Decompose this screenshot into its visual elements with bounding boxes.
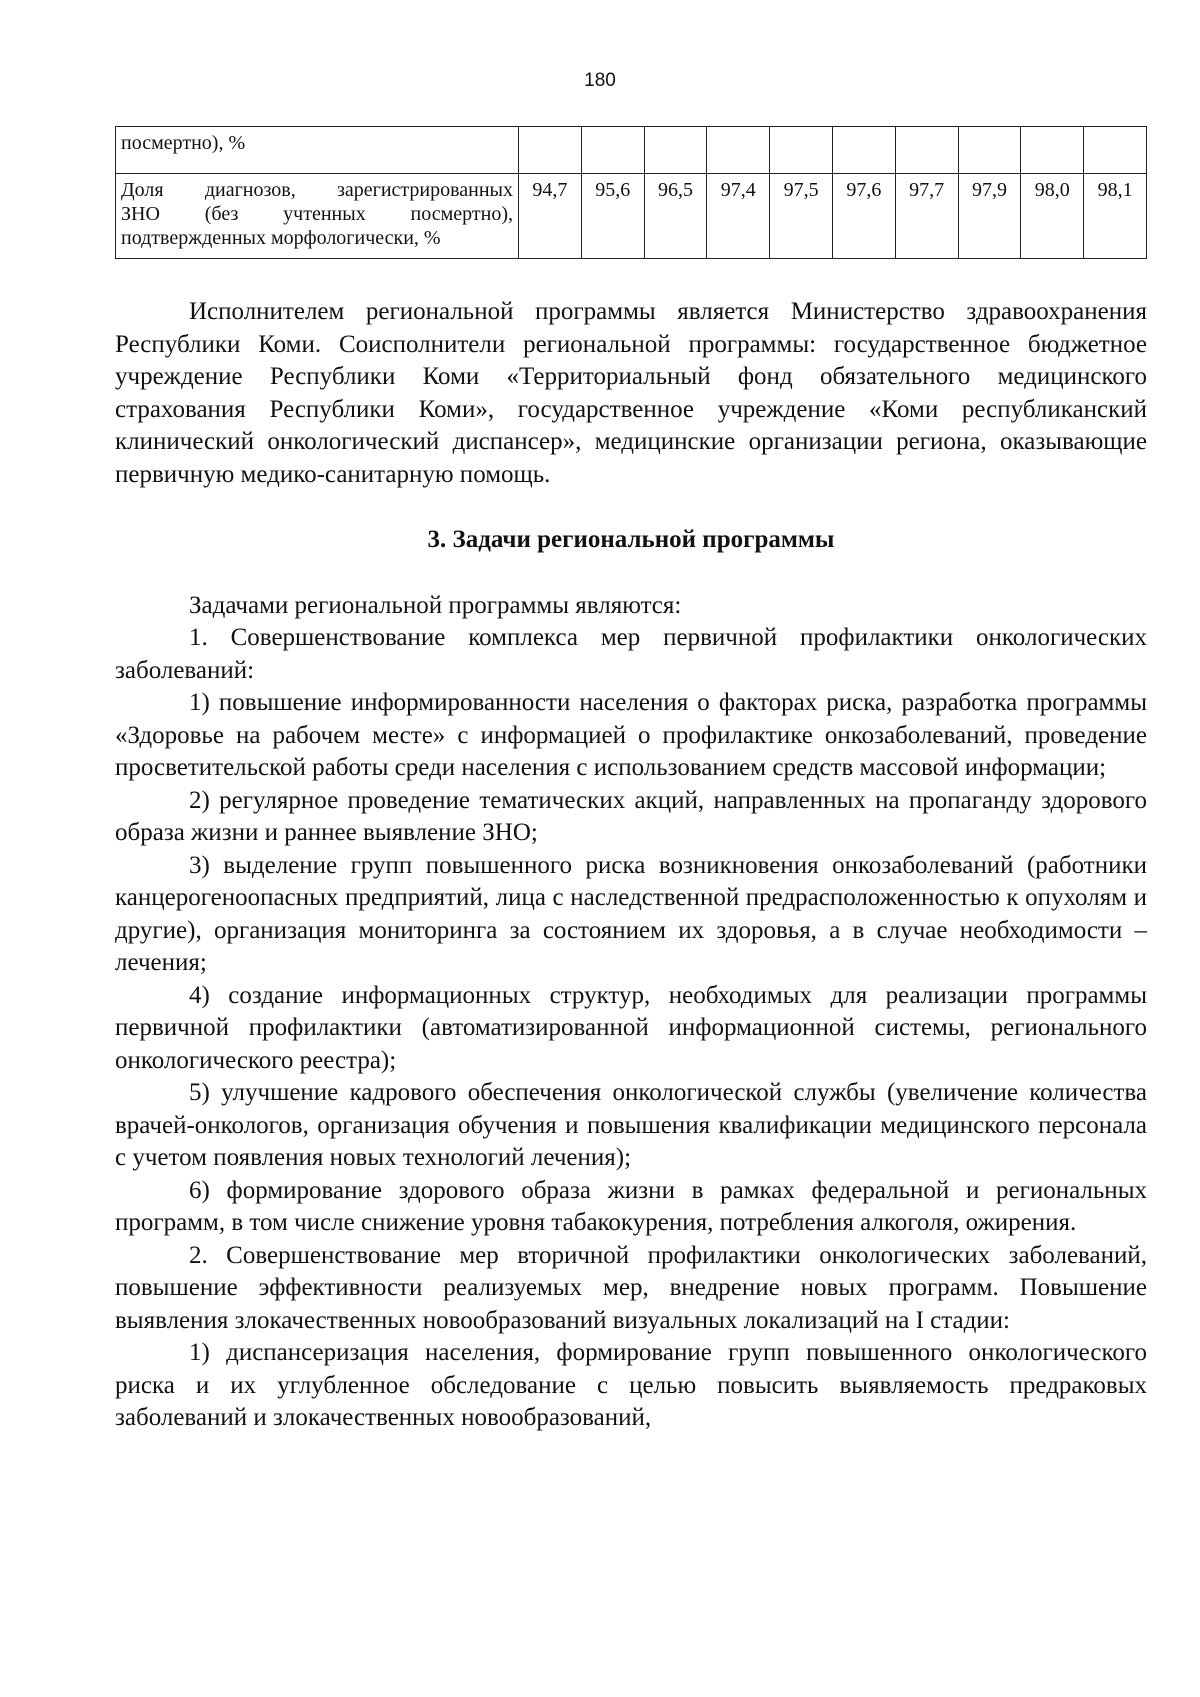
table-cell [832, 127, 895, 174]
table-cell [707, 127, 770, 174]
table-cell [581, 127, 644, 174]
table-cell: 98,1 [1084, 174, 1147, 259]
task-1-item: 6) формирование здорового образа жизни в рамках федеральной и региональных программ, в том числе снижение уровня табакокурения, потребления алкоголя, ожирения. [115, 1176, 1147, 1236]
task-2-item: 1) диспансеризация населения, формирование групп повышенного онкологического риска и их углубленное обследование с целью повысить выявляемость предраковых заболеваний и злокачественных новообразований, [115, 1339, 1147, 1431]
row-label [116, 174, 519, 259]
table-cell: 98,0 [1021, 174, 1084, 259]
tasks-intro: Задачами региональной программы являются: [189, 591, 682, 619]
row-label-line: посмертно), % [121, 132, 246, 154]
table-cell: 97,5 [770, 174, 833, 259]
table-cell: 97,9 [958, 174, 1021, 259]
table-cell [519, 127, 582, 174]
document-body [115, 296, 1147, 1435]
task-1-item: 5) улучшение кадрового обеспечения онкологической службы (увеличение количества врачей-онкологов, организация обучения и повышения квалификации медицинского персонала с учетом появления новых технологий лечения); [115, 1079, 1147, 1171]
table-cell [770, 127, 833, 174]
task-1-item: 2) регулярное проведение тематических акций, направленных на пропаганду здорового образа жизни и раннее выявление ЗНО; [115, 786, 1147, 846]
table-cell [1084, 127, 1147, 174]
table-cell [958, 127, 1021, 174]
section-title: 3. Задачи региональной программы [427, 526, 835, 553]
indicators-table [115, 126, 1147, 259]
paragraph-executors: Исполнителем региональной программы является Министерство здравоохранения Республики Коми. Соисполнители региональной программы: государственное бюджетное учреждение Республики Коми «Территориальный фонд обязательного медицинского страхования Республики Коми», государственное учреждение «Коми республиканский клинический онкологический диспансер», медицинские организации региона, оказывающие первичную медико-санитарную помощь. [115, 298, 1147, 488]
page-number: 180 [584, 70, 616, 91]
table-cell [1021, 127, 1084, 174]
table-cell: 97,7 [895, 174, 958, 259]
row-label-line: ЗНО (без учтенных посмертно), [121, 203, 513, 225]
task-2-title: 2. Совершенствование мер вторичной профилактики онкологических заболеваний, повышение эффективности реализуемых мер, внедрение новых программ. Повышение выявления злокачественных новообразований визуальных локализаций на I стадии: [115, 1241, 1147, 1334]
table-cell: 97,4 [707, 174, 770, 259]
table-cell: 97,6 [832, 174, 895, 259]
table-cell: 96,5 [644, 174, 707, 259]
task-1-item: 3) выделение групп повышенного риска возникновения онкозаболеваний (работники канцерогеноопасных предприятий, лица с наследственной предрасположенностью к опухолям и другие), организация мониторинга за состоянием их здоровья, а в случае необходимости – лечения; [115, 851, 1147, 976]
table-row [116, 127, 1147, 174]
table-cell: 94,7 [519, 174, 582, 259]
row-label [116, 127, 519, 174]
row-label-line: подтвержденных морфологически, % [121, 227, 441, 249]
row-label-line: Доля диагнозов, зарегистрированных [121, 179, 513, 201]
table-row [116, 174, 1147, 259]
task-1-title: 1. Совершенствование комплекса мер первичной профилактики онкологических заболеваний: [115, 624, 1147, 684]
task-1-item: 1) повышение информированности населения о факторах риска, разработка программы «Здоровье на рабочем месте» с информацией о профилактике онкозаболеваний, проведение просветительской работы среди населения с использованием средств массовой информации; [115, 689, 1147, 781]
table-cell [895, 127, 958, 174]
task-1-item: 4) создание информационных структур, необходимых для реализации программы первичной профилактики (автоматизированной информационной системы, регионального онкологического реестра); [115, 981, 1147, 1074]
table-cell: 95,6 [581, 174, 644, 259]
table-cell [644, 127, 707, 174]
